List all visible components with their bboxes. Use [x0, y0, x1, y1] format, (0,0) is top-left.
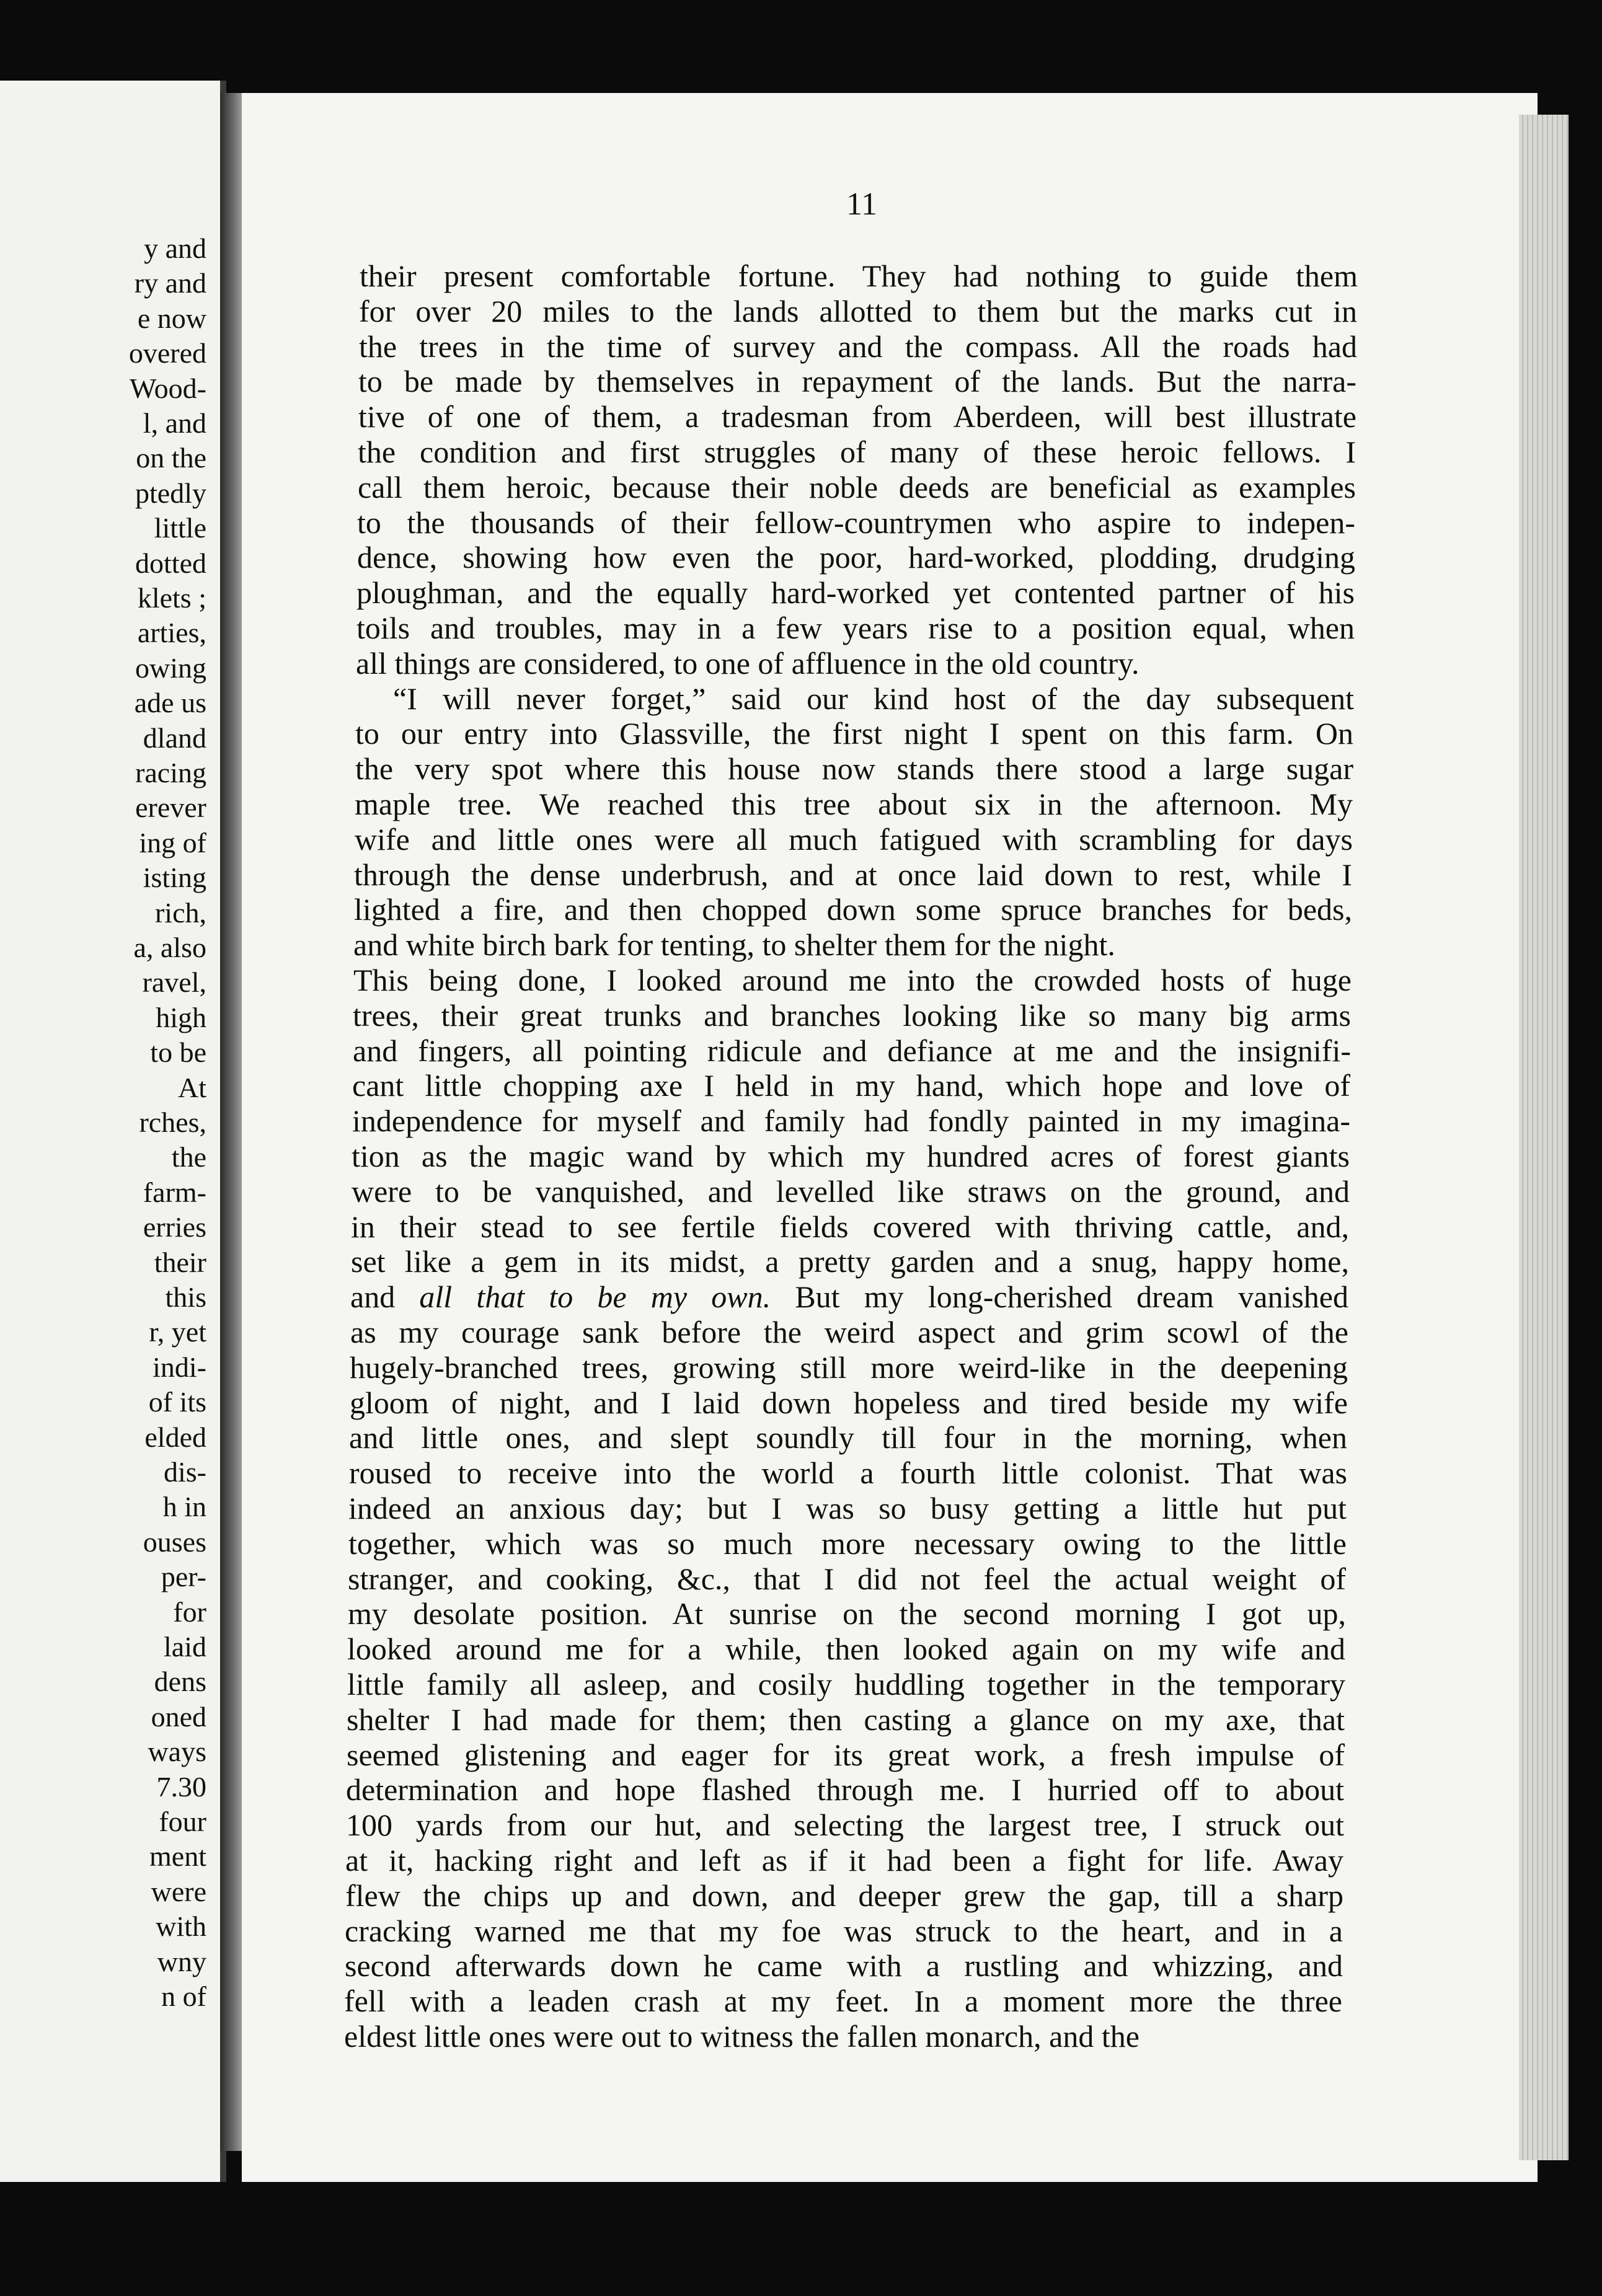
left-page-line: of its — [148, 1386, 206, 1418]
left-page-line: h in — [162, 1491, 206, 1523]
text-line: determination and hope flashed through me. I hurried off to about — [346, 1772, 1344, 1808]
text-line: tion as the magic wand by which my hundred acres of forest giants — [352, 1139, 1350, 1173]
left-page — [0, 81, 226, 2182]
text-line: and little ones, and slept soundly till four in the morning, when — [349, 1420, 1347, 1455]
left-page-line: erries — [143, 1211, 206, 1243]
text-line: shelter I had made for them; then casting a glance on my axe, that — [347, 1702, 1345, 1737]
left-page-line: high — [156, 1001, 206, 1033]
text-line: indeed an anxious day; but I was so busy getting a little hut put — [348, 1491, 1347, 1526]
left-page-line: y and — [144, 232, 206, 264]
text-line: looked around me for a while, then looked again on my wife and — [347, 1631, 1345, 1667]
left-page-line: wny — [157, 1945, 206, 1977]
text-line: tive of one of them, a tradesman from Aberdeen, will best illustrate — [358, 399, 1356, 435]
text-line: set like a gem in its midst, a pretty garden and a snug, happy home, — [351, 1244, 1349, 1279]
text-segment: and — [350, 1279, 420, 1315]
text-line: at it, hacking right and left as if it had been a fight for life. Away — [345, 1843, 1343, 1878]
italic-phrase: all that to be my own. — [419, 1279, 771, 1315]
left-page-line: the — [171, 1141, 206, 1173]
left-page-line: ment — [149, 1840, 206, 1873]
text-line: as my courage sank before the weird aspect and grim scowl of the — [350, 1315, 1348, 1349]
text-line: fell with a leaden crash at my feet. In a moment more the three — [344, 1984, 1342, 2019]
text-segment: But my long-cherished dream vanished — [771, 1279, 1348, 1315]
left-page-line: dens — [154, 1666, 206, 1698]
left-page-line: arties, — [137, 617, 206, 649]
left-page-line: to be — [150, 1036, 206, 1069]
text-line: wife and little ones were all much fatigued with scrambling for days — [355, 821, 1353, 857]
left-page-line: klets ; — [137, 582, 206, 614]
text-line: 100 yards from our hut, and selecting the largest tree, I struck out — [346, 1808, 1344, 1843]
left-page-line: Wood- — [129, 372, 206, 404]
left-page-line: r, yet — [149, 1316, 206, 1348]
text-line: for over 20 miles to the lands allotted to them but the marks cut in — [359, 293, 1357, 329]
text-line: independence for myself and family had fondly painted in my imagina- — [352, 1103, 1350, 1139]
text-line: cracking warned me that my foe was struck to the heart, and in a — [345, 1913, 1343, 1948]
left-page-line: ry and — [134, 267, 206, 299]
text-line — [350, 1279, 1348, 1315]
left-page-line: 7.30 — [156, 1770, 206, 1803]
page-number: 11 — [846, 187, 878, 222]
text-line: the trees in the time of survey and the compass. All the roads had — [359, 329, 1357, 364]
text-line: and fingers, all pointing ridicule and defiance at me and the insignifi- — [353, 1033, 1351, 1068]
text-line: cant little chopping axe I held in my hand, which hope and love of — [352, 1068, 1350, 1103]
left-page-line: n of — [161, 1980, 206, 2012]
left-page-line: were — [151, 1875, 206, 1907]
left-page-line: At — [178, 1071, 206, 1103]
text-line: hugely-branched trees, growing still more weird-like in the deepening — [350, 1349, 1348, 1385]
left-page-line: erever — [135, 792, 206, 824]
book-gutter — [220, 93, 242, 2151]
left-page-line: oned — [151, 1700, 206, 1733]
text-line: dence, showing how even the poor, hard-worked, plodding, drudging — [357, 540, 1355, 575]
text-line: to the thousands of their fellow-countrymen who aspire to indepen- — [357, 505, 1355, 540]
text-line: maple tree. We reached this tree about six in the afternoon. My — [355, 787, 1353, 821]
text-line: gloom of night, and I laid down hopeless and tired beside my wife — [350, 1385, 1348, 1420]
text-line: little family all asleep, and cosily huddling together in the temporary — [347, 1667, 1345, 1702]
text-line: to be made by themselves in repayment of the lands. But the narra- — [358, 364, 1356, 399]
left-page-line: with — [156, 1910, 206, 1943]
left-page-line: this — [165, 1281, 206, 1313]
text-line: second afterwards down he came with a rustling and whizzing, and — [345, 1948, 1343, 1984]
left-page-line: owing — [135, 651, 206, 684]
text-line: and white birch bark for tenting, to shelter them for the night. — [353, 927, 1115, 963]
left-page-line: per- — [161, 1561, 206, 1593]
left-page-line: for — [173, 1596, 206, 1628]
text-line: stranger, and cooking, &c., that I did not feel the actual weight of — [348, 1561, 1346, 1596]
text-line: seemed glistening and eager for its great work, a fresh impulse of — [347, 1737, 1345, 1772]
left-page-line: dland — [143, 722, 206, 754]
left-page-line: l, and — [143, 407, 206, 439]
text-line: to our entry into Glassville, the first night I spent on this farm. On — [355, 716, 1353, 751]
left-page-line: isting — [143, 862, 206, 894]
text-line: through the dense underbrush, and at once laid down to rest, while I — [354, 857, 1352, 892]
left-page-line: elded — [144, 1421, 206, 1453]
text-line: ploughman, and the equally hard-worked yet contented partner of his — [356, 575, 1355, 611]
text-line: their present comfortable fortune. They had nothing to guide them — [360, 258, 1358, 293]
text-line: This being done, I looked around me into the crowded hosts of huge — [353, 963, 1352, 997]
left-page-line: overed — [128, 337, 206, 369]
text-line: eldest little ones were out to witness the fallen monarch, and the — [344, 2019, 1140, 2054]
left-page-line: rches, — [139, 1106, 206, 1138]
text-line: trees, their great trunks and branches looking like so many big arms — [353, 997, 1351, 1033]
text-line: roused to receive into the world a fourth little colonist. That was — [349, 1455, 1347, 1491]
left-page-line: laid — [164, 1631, 206, 1662]
text-line: toils and troubles, may in a few years rise to a position equal, when — [356, 611, 1355, 645]
left-page-line: a, also — [133, 932, 206, 963]
text-line: flew the chips up and down, and deeper grew the gap, till a sharp — [345, 1878, 1343, 1913]
text-line: lighted a fire, and then chopped down some spruce branches for beds, — [354, 892, 1352, 927]
text-line: together, which was so much more necessary owing to the little — [348, 1526, 1347, 1561]
text-line: in their stead to see fertile fields covered with thriving cattle, and, — [351, 1209, 1349, 1244]
left-page-line: their — [154, 1246, 206, 1278]
left-page-line: four — [159, 1806, 206, 1837]
text-line: were to be vanquished, and levelled like straws on the ground, and — [352, 1173, 1350, 1209]
left-page-line: dis- — [164, 1456, 206, 1488]
left-page-line: ways — [148, 1736, 206, 1768]
left-page-line: ing of — [139, 826, 206, 859]
text-line: the very spot where this house now stands there stood a large sugar — [355, 751, 1353, 787]
left-page-line: dotted — [135, 547, 206, 579]
left-page-line: e now — [137, 302, 206, 334]
left-page-line: little — [154, 512, 206, 544]
text-line: the condition and first struggles of many of these heroic fellows. I — [358, 435, 1356, 469]
left-page-line: ravel, — [142, 966, 206, 999]
text-line: call them heroic, because their noble deeds are beneficial as examples — [358, 469, 1356, 505]
left-page-line: farm- — [143, 1176, 206, 1208]
left-page-line: rich, — [154, 896, 206, 929]
text-line: my desolate position. At sunrise on the second morning I got up, — [348, 1596, 1346, 1631]
text-line: “I will never forget,” said our kind host of the day subsequent — [393, 681, 1354, 716]
left-page-line: racing — [135, 757, 206, 788]
left-page-line: ade us — [134, 687, 206, 719]
left-page-line: on the — [136, 442, 206, 474]
text-line: all things are considered, to one of affluence in the old country. — [356, 645, 1140, 681]
left-page-line: ptedly — [135, 477, 206, 509]
page-edges — [1519, 115, 1569, 2160]
left-page-line: indi- — [153, 1351, 206, 1383]
left-page-line: ouses — [143, 1526, 206, 1558]
